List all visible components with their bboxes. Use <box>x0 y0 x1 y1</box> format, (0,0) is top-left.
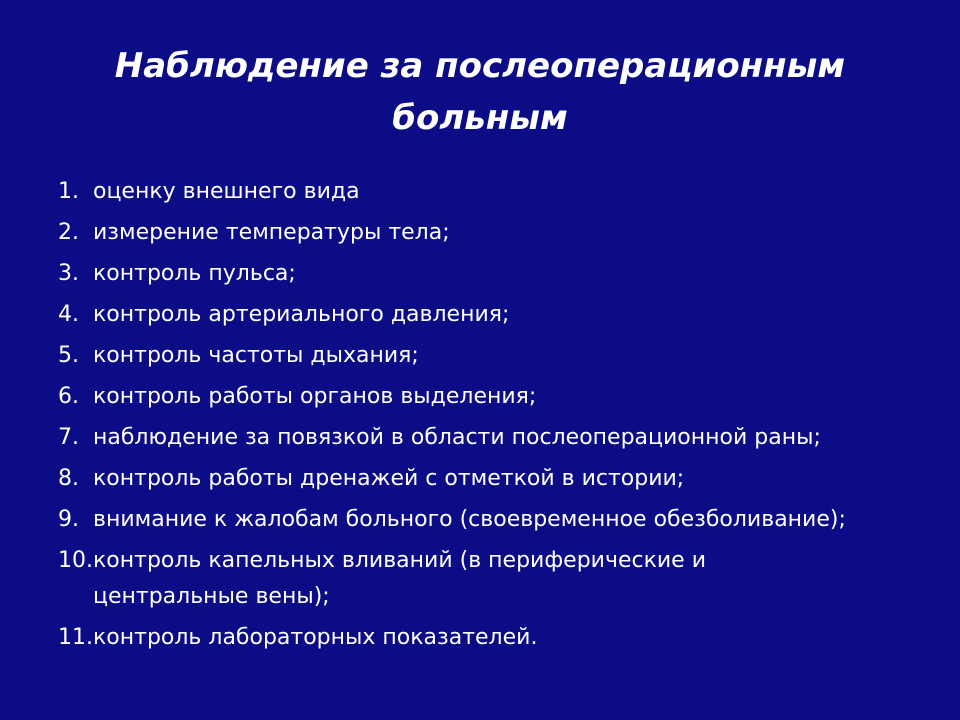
slide-title: Наблюдение за послеоперационным больным <box>114 46 846 138</box>
list-item <box>58 338 938 374</box>
list-item-text: оценку внешнего вида <box>93 179 360 204</box>
list-item-text: контроль работы дренажей с отметкой в истории; <box>93 466 685 491</box>
list-item-text: контроль капельных вливаний (в периферические и центральные вены); <box>93 548 706 609</box>
list-item <box>58 543 938 615</box>
list-item <box>58 502 938 538</box>
list-item <box>58 420 938 456</box>
list-item-text: внимание к жалобам больного (своевременное обезболивание); <box>93 507 846 532</box>
list-item <box>58 215 938 251</box>
list-item <box>58 620 938 656</box>
list-item <box>58 379 938 415</box>
list-item-number: 4. <box>58 302 79 327</box>
list-item <box>58 174 938 210</box>
list-item <box>58 461 938 497</box>
list-item-number: 5. <box>58 343 79 368</box>
list-item-text: измерение температуры тела; <box>93 220 450 245</box>
list-item <box>58 256 938 292</box>
list-item-text: контроль лабораторных показателей. <box>93 625 538 650</box>
list-item-number: 9. <box>58 507 79 532</box>
list-item-number: 3. <box>58 261 79 286</box>
list-item <box>58 297 938 333</box>
list-item-number: 11. <box>58 625 93 650</box>
list-item-text: контроль работы органов выделения; <box>93 384 537 409</box>
list-item-number: 2. <box>58 220 79 245</box>
list-item-text: контроль пульса; <box>93 261 296 286</box>
list-item-number: 8. <box>58 466 79 491</box>
list-item-text: наблюдение за повязкой в области послеоперационной раны; <box>93 425 821 450</box>
list-item-number: 1. <box>58 179 79 204</box>
observation-list <box>58 174 938 661</box>
list-item-text: контроль частоты дыхания; <box>93 343 419 368</box>
list-item-text: контроль артериального давления; <box>93 302 510 327</box>
list-item-number: 6. <box>58 384 79 409</box>
list-item-number: 7. <box>58 425 79 450</box>
list-item-number: 10. <box>58 548 93 573</box>
